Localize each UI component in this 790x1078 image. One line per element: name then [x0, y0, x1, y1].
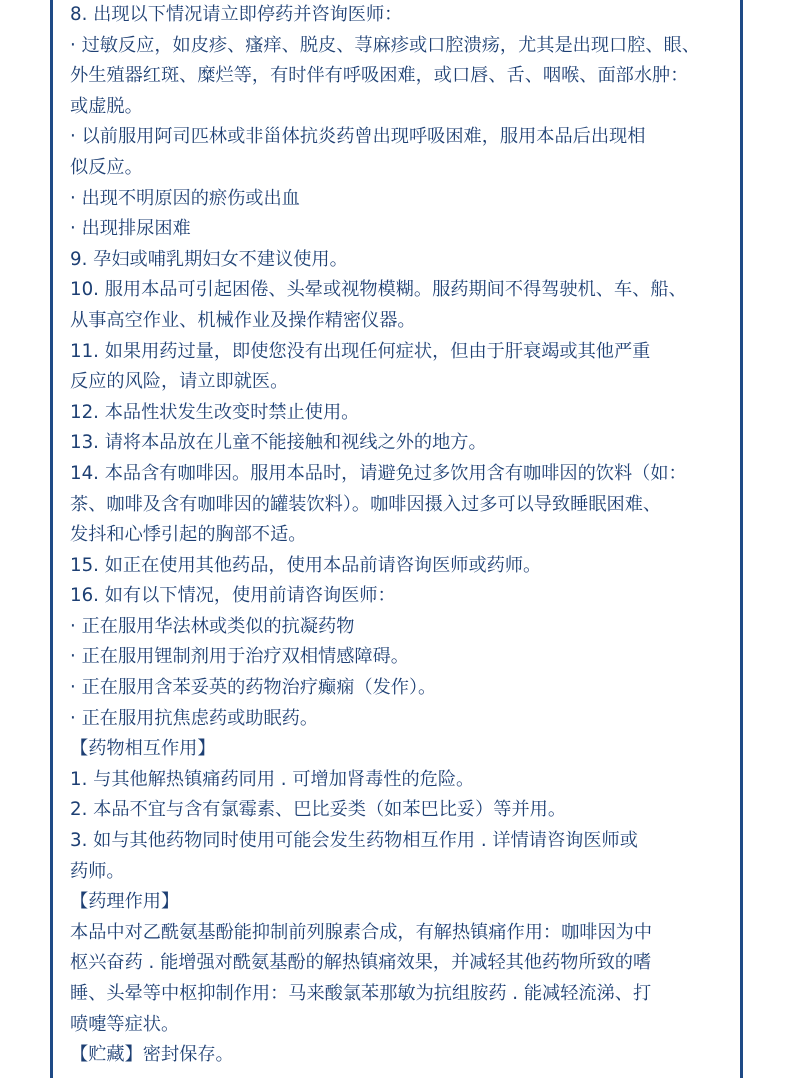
text-line: · 出现不明原因的瘀伤或出血	[70, 187, 300, 209]
text-line: 14. 本品含有咖啡因。服用本品时，请避免过多饮用含有咖啡因的饮料（如：	[70, 462, 687, 484]
text-line: 发抖和心悸引起的胸部不适。	[70, 524, 307, 546]
text-line: 1. 与其他解热镇痛药同用 . 可增加肾毒性的危险。	[70, 768, 475, 790]
leaflet-text	[70, 0, 720, 1071]
text-line: 喷嚏等症状。	[70, 1013, 180, 1035]
text-line: 似反应。	[70, 156, 143, 178]
text-line: 8. 出现以下情况请立即停药并咨询医师：	[70, 4, 403, 25]
text-line: 或虚脱。	[70, 95, 143, 117]
text-line: 睡、头晕等中枢抑制作用：马来酸氯苯那敏为抗组胺药 . 能减轻流涕、打	[70, 983, 652, 1004]
text-line: 从事高空作业、机械作业及操作精密仪器。	[70, 309, 416, 331]
text-line: 3. 如与其他药物同时使用可能会发生药物相互作用 . 详情请咨询医师或	[70, 830, 638, 852]
text-line: 药师。	[70, 860, 125, 882]
section-heading-drug-interactions: 【药物相互作用】	[70, 738, 216, 760]
text-line: · 正在服用锂制剂用于治疗双相情感障碍。	[70, 646, 409, 668]
text-line: 反应的风险，请立即就医。	[70, 371, 289, 393]
section-heading-pharmacology: 【药理作用】	[70, 891, 180, 913]
text-line: 茶、咖啡及含有咖啡因的罐装饮料）。咖啡因摄入过多可以导致睡眠困难、	[70, 493, 662, 515]
text-line: · 过敏反应，如皮疹、瘙痒、脱皮、荨麻疹或口腔溃疡，尤其是出现口腔、眼、	[70, 34, 700, 56]
text-line: 本品中对乙酰氨基酚能抑制前列腺素合成，有解热镇痛作用：咖啡因为中	[70, 921, 653, 943]
text-line: 9. 孕妇或哺乳期妇女不建议使用。	[70, 248, 348, 270]
text-line: · 正在服用含苯妥英的药物治疗癫痫（发作）。	[70, 677, 437, 699]
text-line: 16. 如有以下情况，使用前请咨询医师：	[70, 585, 396, 607]
text-line: · 正在服用抗焦虑药或助眠药。	[70, 707, 319, 729]
text-line: 11. 如果用药过量，即使您没有出现任何症状，但由于肝衰竭或其他严重	[70, 340, 651, 362]
text-line: · 正在服用华法林或类似的抗凝药物	[70, 615, 355, 637]
text-line: 枢兴奋药 . 能增强对酰氨基酚的解热镇痛效果，并减轻其他药物所致的嗜	[70, 952, 652, 974]
text-line: 2. 本品不宜与含有氯霉素、巴比妥类（如苯巴比妥）等并用。	[70, 799, 567, 821]
section-heading-storage: 【贮藏】密封保存。	[70, 1044, 234, 1066]
text-line: 10. 服用本品可引起困倦、头晕或视物模糊。服药期间不得驾驶机、车、船、	[70, 279, 687, 301]
text-line: 12. 本品性状发生改变时禁止使用。	[70, 401, 360, 423]
text-line: 15. 如正在使用其他药品，使用本品前请咨询医师或药师。	[70, 554, 542, 576]
text-line: 13. 请将本品放在儿童不能接触和视线之外的地方。	[70, 432, 487, 454]
text-line: · 出现排尿困难	[70, 218, 191, 240]
text-line: 外生殖器红斑、糜烂等，有时伴有呼吸困难，或口唇、舌、咽喉、面部水肿：	[70, 65, 689, 87]
text-line: · 以前服用阿司匹林或非甾体抗炎药曾出现呼吸困难，服用本品后出现相	[70, 126, 646, 148]
